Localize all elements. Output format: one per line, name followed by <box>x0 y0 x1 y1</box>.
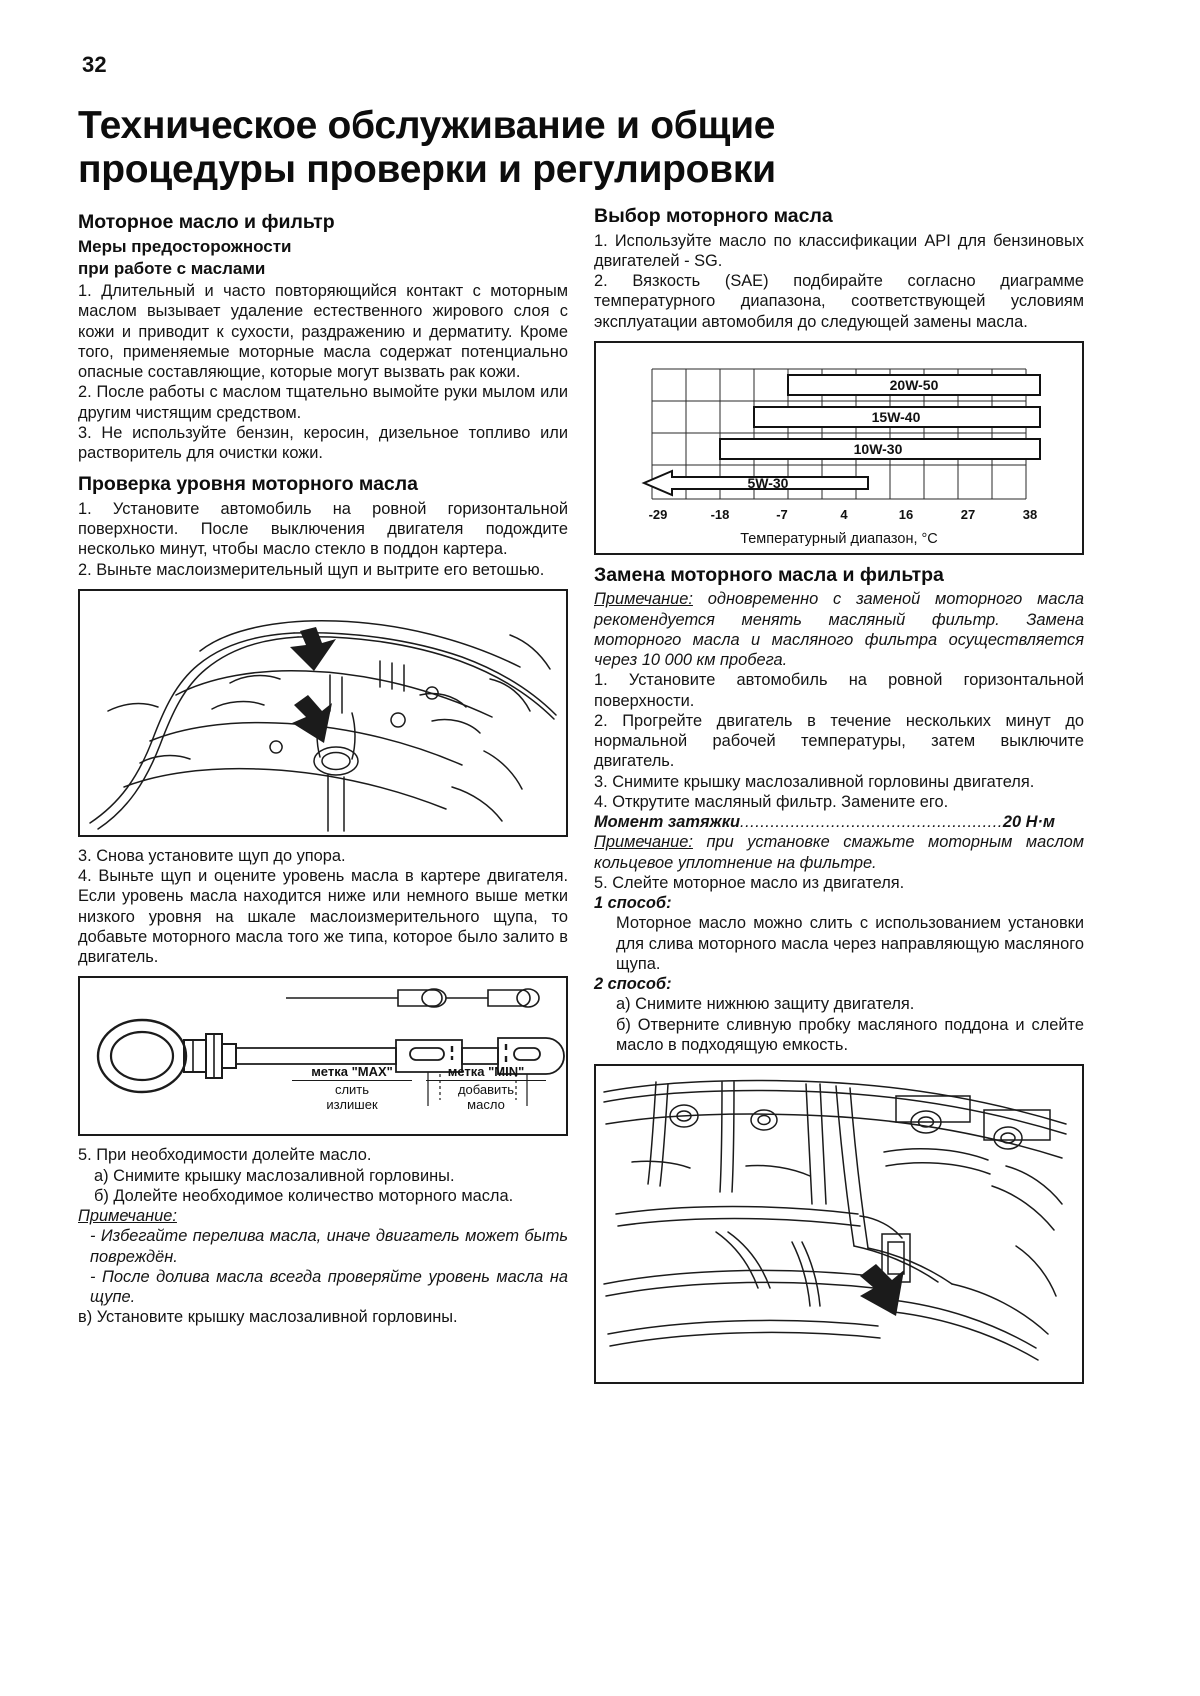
heading-precautions-line2: при работе с маслами <box>78 259 266 279</box>
svg-text:15W-40: 15W-40 <box>871 408 921 425</box>
note-left-1: - Избегайте перелива масла, иначе двигатель может быть повреждён. <box>90 1227 568 1266</box>
torque-leader-dots: .................................................... <box>740 813 1003 832</box>
torque-spec-line <box>594 812 1084 832</box>
page-title <box>78 104 1122 191</box>
paragraph-topup-5a: а) Снимите крышку маслозаливной горловины. <box>94 1166 455 1185</box>
dipstick-max-label: метка "MAX" <box>311 1064 393 1080</box>
dipstick-max-action-1: слить <box>334 1082 370 1098</box>
note-label-left-text: Примечание: <box>78 1207 177 1226</box>
page-title-line2: процедуры проверки и регулировки <box>78 147 776 191</box>
figure-dipstick-marks <box>78 976 568 1136</box>
svg-text:-29: -29 <box>648 506 668 522</box>
svg-text:38: 38 <box>1022 506 1038 522</box>
paragraph-check-3: 3. Снова установите щуп до упора. <box>78 846 346 865</box>
paragraph-replace-5: 5. Слейте моторное масло из двигателя. <box>594 873 905 892</box>
svg-text:20W-50: 20W-50 <box>889 376 939 393</box>
heading-check-oil-level: Проверка уровня моторного масла <box>78 473 419 496</box>
right-column <box>594 205 1084 1393</box>
paragraph-precaution-3: 3. Не используйте бензин, керосин, дизельное топливо или растворитель для очистки кожи. <box>78 423 568 463</box>
note-label-left <box>78 1206 568 1226</box>
heading-engine-oil-and-filter: Моторное масло и фильтр <box>78 211 335 234</box>
viscosity-chart-svg <box>596 343 1082 553</box>
paragraph-topup-5b: б) Долейте необходимое количество моторного масла. <box>94 1186 514 1205</box>
svg-text:4: 4 <box>840 506 848 522</box>
note-replacement-text: одновременно с заменой моторного масла рекомендуется менять масляный фильтр. Замена моторного масла и масляного фильтра осуществляется через 10 000 км пробега. <box>594 590 1084 670</box>
paragraph-oil-sae: 2. Вязкость (SAE) подбирайте согласно диаграмме температурного диапазона, соответствующей условиям эксплуатации автомобиля до следующей замены масла. <box>594 272 1084 331</box>
note-filter-seal <box>594 832 1084 873</box>
heading-precautions-line1: Меры предосторожности <box>78 236 292 256</box>
svg-text:-7: -7 <box>776 506 788 522</box>
method-2-label: 2 способ: <box>594 975 672 994</box>
paragraph-precaution-2: 2. После работы с маслом тщательно вымойте руки мылом или другим чистящим средством. <box>78 383 568 422</box>
method-1-text: Моторное масло можно слить с использованием установки для слива моторного масла через направляющую масляного щупа. <box>616 914 1084 973</box>
paragraph-precaution-1: 1. Длительный и часто повторяющийся контакт с моторным маслом вызывает удаление естественного жирового слоя с кожи и приводит к сухости, раздражению и дерматиту. Кроме того, применяемые моторные масла содержат потенциально опасные составляющие, которые могут вызвать рак кожи. <box>78 282 568 382</box>
dipstick-min-action-1: добавить <box>457 1082 515 1098</box>
method-1-label: 1 способ: <box>594 894 672 913</box>
two-column-body <box>78 205 1122 1393</box>
page-title-line1: Техническое обслуживание и общие <box>78 104 776 147</box>
dipstick-max-action-2: излишек <box>326 1097 378 1113</box>
figure-drain-plug-underbody <box>594 1064 1084 1384</box>
svg-text:Температурный диапазон, °C: Температурный диапазон, °C <box>740 530 938 547</box>
heading-oil-selection: Выбор моторного масла <box>594 205 833 228</box>
dipstick-min-label: метка "MIN" <box>447 1064 525 1080</box>
figure-engine-bay-dipstick <box>78 589 568 837</box>
paragraph-topup-5: 5. При необходимости долейте масло. <box>78 1146 372 1165</box>
paragraph-oil-api: 1. Используйте масло по классификации API для бензиновых двигателей - SG. <box>594 231 1084 270</box>
note-filter-seal-label: Примечание: <box>594 833 693 852</box>
figure-viscosity-temperature-chart <box>594 341 1084 555</box>
svg-text:5W-30: 5W-30 <box>747 474 789 491</box>
svg-text:10W-30: 10W-30 <box>853 440 903 457</box>
note-left-2: - После долива масла всегда проверяйте уровень масла на щупе. <box>90 1267 568 1307</box>
page-number: 32 <box>82 52 107 77</box>
left-column <box>78 205 568 1327</box>
svg-text:-18: -18 <box>710 506 730 522</box>
note-replacement-label: Примечание: <box>594 590 693 609</box>
method-2-step-b: б) Отверните сливную пробку масляного поддона и слейте масло в подходящую емкость. <box>616 1015 1084 1054</box>
note-filter-seal-text: при установке смажьте моторным маслом кольцевое уплотнение на фильтре. <box>594 833 1084 872</box>
dipstick-min-action-2: масло <box>467 1097 505 1113</box>
torque-value: 20 Н·м <box>1002 813 1056 832</box>
method-2-step-a: а) Снимите нижнюю защиту двигателя. <box>616 995 915 1014</box>
paragraph-replace-3: 3. Снимите крышку маслозаливной горловины двигателя. <box>594 772 1035 791</box>
torque-label: Момент затяжки <box>594 813 741 832</box>
heading-oil-and-filter-replacement: Замена моторного масла и фильтра <box>594 563 944 586</box>
paragraph-check-4: 4. Выньте щуп и оцените уровень масла в картере двигателя. Если уровень масла находится ниже или немного выше метки низкого уровня на шкале маслоизмерительного щупа, то добавьте моторного масла того же типа, которое было залито в двигатель. <box>78 867 568 967</box>
paragraph-check-2: 2. Выньте маслоизмерительный щуп и вытрите его ветошью. <box>78 560 545 579</box>
svg-text:16: 16 <box>898 506 914 522</box>
paragraph-check-1: 1. Установите автомобиль на ровной горизонтальной поверхности. После выключения двигателя подождите несколько минут, чтобы масло стекло в поддон картера. <box>78 499 568 559</box>
paragraph-replace-4: 4. Открутите масляный фильтр. Замените его. <box>594 792 949 811</box>
paragraph-topup-5v: в) Установите крышку маслозаливной горловины. <box>78 1308 458 1327</box>
note-replacement <box>594 589 1084 670</box>
paragraph-replace-1: 1. Установите автомобиль на ровной горизонтальной поверхности. <box>594 671 1084 710</box>
svg-text:27: 27 <box>960 506 976 522</box>
paragraph-replace-2: 2. Прогрейте двигатель в течение нескольких минут до нормальной рабочей температуры, затем выключите двигатель. <box>594 711 1084 771</box>
